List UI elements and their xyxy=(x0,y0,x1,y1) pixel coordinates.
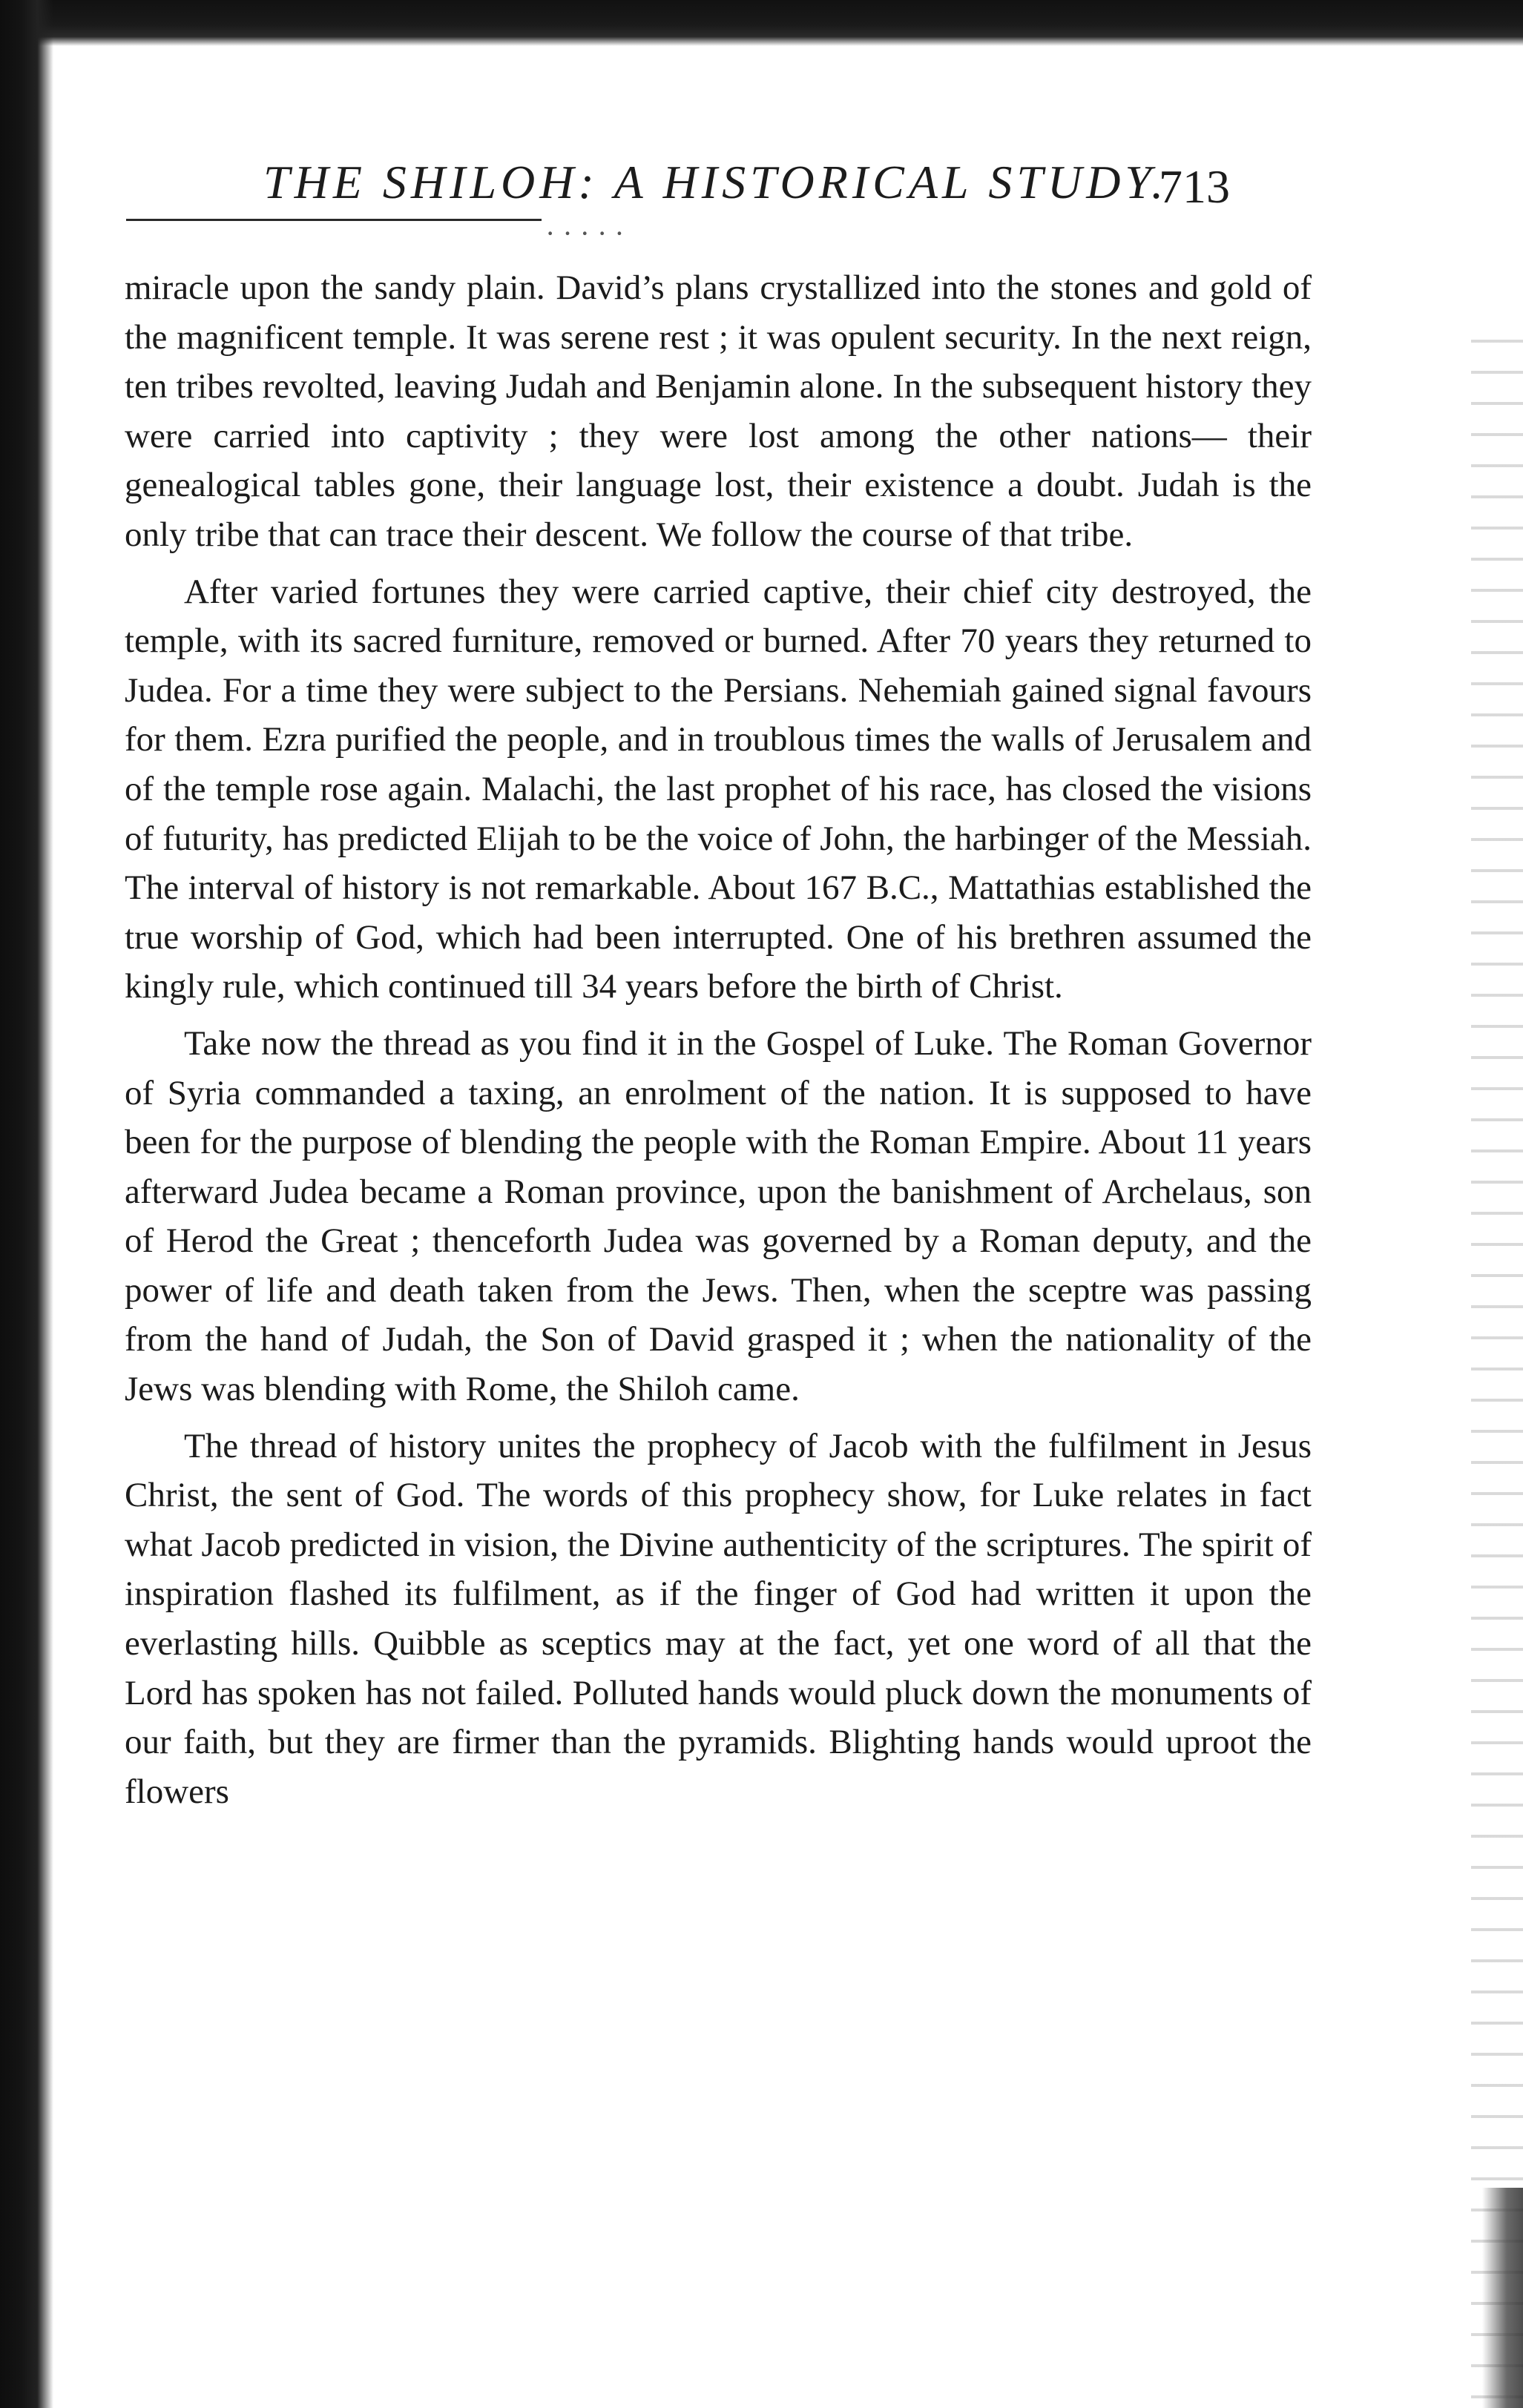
paragraph-4: The thread of history unites the prophecy of Jacob with the fulfilment in Jesus Christ, the sent of God. The words of this prophecy show, for Luke relates in fact what Jacob predicted in vision, the Divine authenticity of the scriptures. The spirit of inspiration flashed its fulfilment, as if the finger of God had written it upon the everlasting hills. Quibble as sceptics may at the fact, yet one word of all that the Lord has spoken has not failed. Polluted hands would pluck down the monuments of our faith, but they are firmer than the pyramids. Blighting hands would uproot the flowers xyxy=(125,1426,1312,1811)
scan-edge-top xyxy=(0,0,1523,46)
paragraph-3: Take now the thread as you find it in the Gospel of Luke. The Roman Governor of Syria commanded a taxing, an enrolment of the nation. It is supposed to have been for the purpose of blending the people with the Roman Empire. About 11 years afterward Judea became a Roman province, upon the banishment of Archelaus, son of Herod the Great ; thenceforth Judea was governed by a Roman deputy, and the power of life and death taken from the Jews. Then, when the sceptre was passing from the hand of Judah, the Son of David grasped it ; when the nationality of the Jews was blending with Rome, the Shiloh came. xyxy=(125,1023,1312,1409)
body-text xyxy=(125,263,1312,1816)
scan-edge-left xyxy=(0,0,53,2408)
paragraph-2: After varied fortunes they were carried captive, their chief city destroyed, the temple, with its sacred furniture, removed or burned. After 70 years they returned to Judea. For a time they were subject to the Persians. Nehemiah gained signal favours for them. Ezra purified the people, and in troublous times the walls of Jerusalem and of the temple rose again. Malachi, the last prophet of his race, has closed the visions of futurity, has predicted Elijah to be the voice of John, the harbinger of the Messiah. The interval of history is not remarkable. About 167 B.C., Mattathias established the true worship of God, which had been interrupted. One of his brethren assumed the kingly rule, which continued till 34 years before the birth of Christ. xyxy=(125,572,1312,1006)
running-head xyxy=(126,145,1313,250)
running-title: THE SHILOH: A HISTORICAL STUDY. xyxy=(263,156,1168,208)
header-rule xyxy=(126,219,542,221)
scan-edge-right xyxy=(1471,311,1523,2408)
page-number: 713 xyxy=(1159,160,1230,213)
scan-edge-right-bottom xyxy=(1482,2188,1523,2408)
paragraph-1: miracle upon the sandy plain. David’s plans crystallized into the stones and gold of the magnificent temple. It was serene rest ; it was opulent security. In the next reign, ten tribes revolted, leaving Judah and Benjamin alone. In the subsequent history they were carried into captivity ; they were lost among the other nations— their genealogical tables gone, their language lost, their existence a doubt. Judah is the only tribe that can trace their descent. We follow the course of that tribe. xyxy=(125,268,1312,554)
header-rule-dots: ····· xyxy=(545,217,632,250)
